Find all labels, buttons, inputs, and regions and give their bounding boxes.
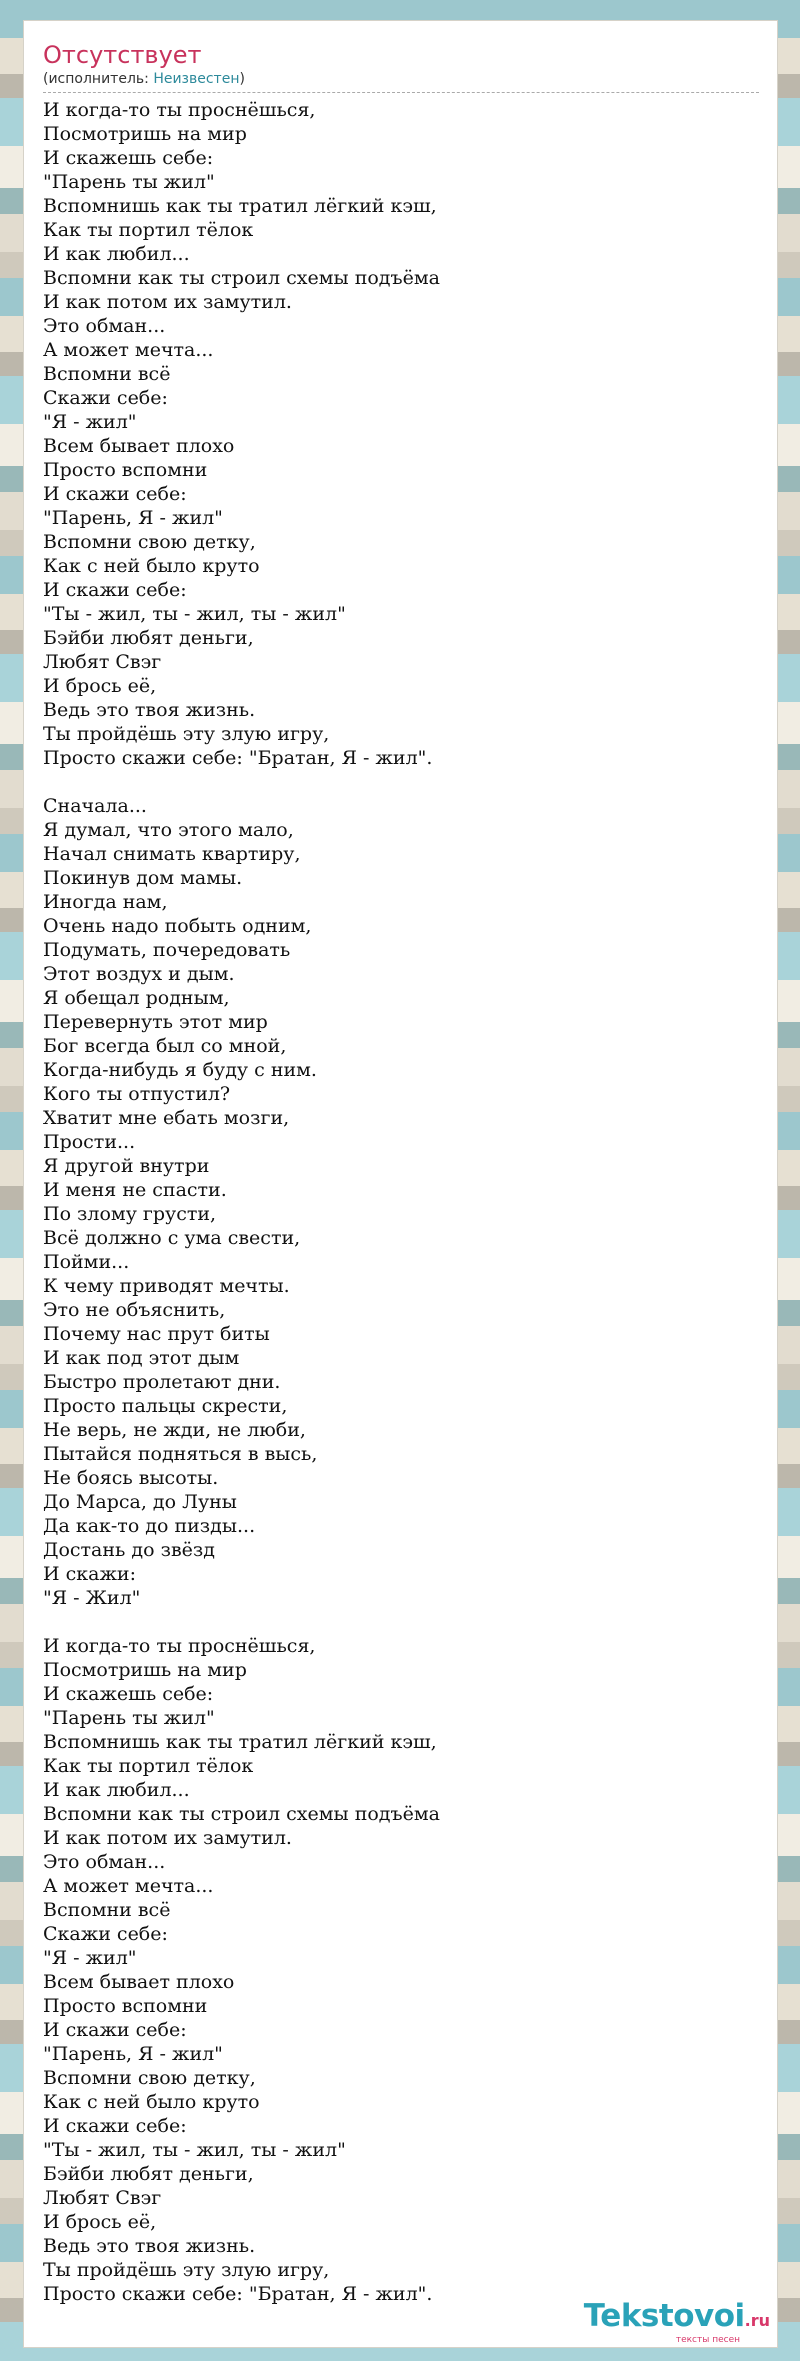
lyric-line: Просто скажи себе: "Братан, Я - жил". [43,747,433,769]
lyric-line: И как любил... [43,243,190,265]
lyric-line: "Парень ты жил" [43,171,215,193]
lyric-line: Я другой внутри [43,1155,210,1177]
lyric-line: Вспомни всё [43,363,171,385]
lyric-line: Ведь это твоя жизнь. [43,2235,256,2257]
lyric-line: По злому грусти, [43,1203,217,1225]
lyric-line: Как с ней было круто [43,555,260,577]
lyric-line: Кого ты отпустил? [43,1083,231,1105]
lyric-line: И скажешь себе: [43,147,214,169]
lyric-line: И скажи себе: [43,2115,187,2137]
lyric-line: Вспомнишь как ты тратил лёгкий кэш, [43,195,437,217]
lyric-line: До Марса, до Луны [43,1491,237,1513]
lyric-line: Скажи себе: [43,387,168,409]
lyric-line: Не верь, не жди, не люби, [43,1419,306,1441]
lyric-line: Этот воздух и дым. [43,963,235,985]
lyric-line: Пытайся подняться в высь, [43,1443,318,1465]
lyric-line: "Я - Жил" [43,1587,141,1609]
lyric-line: Ведь это твоя жизнь. [43,699,256,721]
lyric-line: А может мечта... [43,1875,214,1897]
lyric-line: Иногда нам, [43,891,168,913]
lyric-line: И скажи: [43,1563,136,1585]
lyric-line: Посмотришь на мир [43,1659,247,1681]
lyric-line: И как потом их замутил. [43,291,292,313]
lyric-line: Не боясь высоты. [43,1467,219,1489]
lyric-line: Вспомни всё [43,1899,171,1921]
lyric-line: Бэйби любят деньги, [43,627,254,649]
lyric-line: Покинув дом мамы. [43,867,243,889]
lyric-line: И брось её, [43,2211,157,2233]
lyric-line: Как ты портил тёлок [43,219,254,241]
logo-wordmark [584,2300,770,2337]
lyric-line: "Ты - жил, ты - жил, ты - жил" [43,603,346,625]
lyric-line: А может мечта... [43,339,214,361]
lyric-line: Это обман... [43,315,166,337]
lyric-line: Хватит мне ебать мозги, [43,1107,290,1129]
byline-suffix: ) [239,71,245,87]
lyric-line: Любят Свэг [43,651,162,673]
lyric-line: "Парень, Я - жил" [43,507,223,529]
lyric-line: Всё должно с ума свести, [43,1227,301,1249]
logo-tld: .ru [744,2311,770,2330]
lyric-line: Это обман... [43,1851,166,1873]
lyric-line: "Я - жил" [43,1947,137,1969]
lyric-line: Всем бывает плохо [43,435,235,457]
lyric-line: Пойми... [43,1251,130,1273]
lyric-line: Вспомни свою детку, [43,531,256,553]
stanza-break [43,1610,757,1634]
lyric-line: Почему нас прут биты [43,1323,270,1345]
lyric-line: И скажи себе: [43,483,187,505]
lyric-line: И скажи себе: [43,579,187,601]
lyric-line: Как с ней было круто [43,2091,260,2113]
lyric-line: Сначала... [43,795,147,817]
lyric-line: И меня не спасти. [43,1179,227,1201]
lyric-line: "Парень, Я - жил" [43,2043,223,2065]
lyric-line: Вспомни свою детку, [43,2067,256,2089]
lyric-line: Вспомни как ты строил схемы подъёма [43,1803,440,1825]
byline-prefix: (исполнитель: [43,71,154,87]
logo-name: Tekstovoi [583,2298,745,2334]
lyric-line: Быстро пролетают дни. [43,1371,281,1393]
lyric-line: И скажи себе: [43,2019,187,2041]
lyric-line: И как потом их замутил. [43,1827,292,1849]
lyric-line: Ты пройдёшь эту злую игру, [43,723,330,745]
lyric-line: И скажешь себе: [43,1683,214,1705]
lyric-line: И брось её, [43,675,157,697]
lyric-line: Любят Свэг [43,2187,162,2209]
lyric-line: Всем бывает плохо [43,1971,235,1993]
logo-tagline: тексты песен [675,2335,740,2345]
artist-link[interactable]: Неизвестен [153,71,240,87]
lyric-line: Подумать, почередовать [43,939,291,961]
lyric-line: Прости... [43,1131,136,1153]
lyric-line: Просто вспомни [43,1995,208,2017]
lyric-line: Я обещал родным, [43,987,230,1009]
lyrics-page [23,20,778,2348]
lyric-line: И как любил... [43,1779,190,1801]
lyric-line: Очень надо побыть одним, [43,915,312,937]
lyric-line: Ты пройдёшь эту злую игру, [43,2259,330,2281]
lyric-line: "Я - жил" [43,411,137,433]
site-logo[interactable] [584,2300,770,2345]
lyric-line: Как ты портил тёлок [43,1755,254,1777]
song-title: Отсутствует [43,41,202,69]
lyric-line: Вспомни как ты строил схемы подъёма [43,267,440,289]
lyric-line: Это не объяснить, [43,1299,226,1321]
lyric-line: Достань до звёзд [43,1539,215,1561]
lyric-line: Просто скажи себе: "Братан, Я - жил". [43,2283,433,2305]
lyric-line: И когда-то ты проснёшься, [43,99,316,121]
stanza-break [43,770,757,794]
lyric-line: Да как-то до пизды... [43,1515,256,1537]
lyric-line: Перевернуть этот мир [43,1011,268,1033]
lyric-line: "Ты - жил, ты - жил, ты - жил" [43,2139,346,2161]
lyric-line: Посмотришь на мир [43,123,247,145]
lyric-line: И как под этот дым [43,1347,240,1369]
lyric-line: Бэйби любят деньги, [43,2163,254,2185]
lyric-line: Скажи себе: [43,1923,168,1945]
lyric-line: И когда-то ты проснёшься, [43,1635,316,1657]
lyric-line: Просто вспомни [43,459,208,481]
lyric-line: Когда-нибудь я буду с ним. [43,1059,317,1081]
lyric-line: "Парень ты жил" [43,1707,215,1729]
lyric-line: Просто пальцы скрести, [43,1395,288,1417]
lyric-line: К чему приводят мечты. [43,1275,290,1297]
lyric-line: Я думал, что этого мало, [43,819,294,841]
lyric-line: Бог всегда был со мной, [43,1035,287,1057]
artist-byline [43,69,759,93]
lyric-line: Начал снимать квартиру, [43,843,301,865]
lyrics-text [43,98,757,2306]
lyric-line: Вспомнишь как ты тратил лёгкий кэш, [43,1731,437,1753]
